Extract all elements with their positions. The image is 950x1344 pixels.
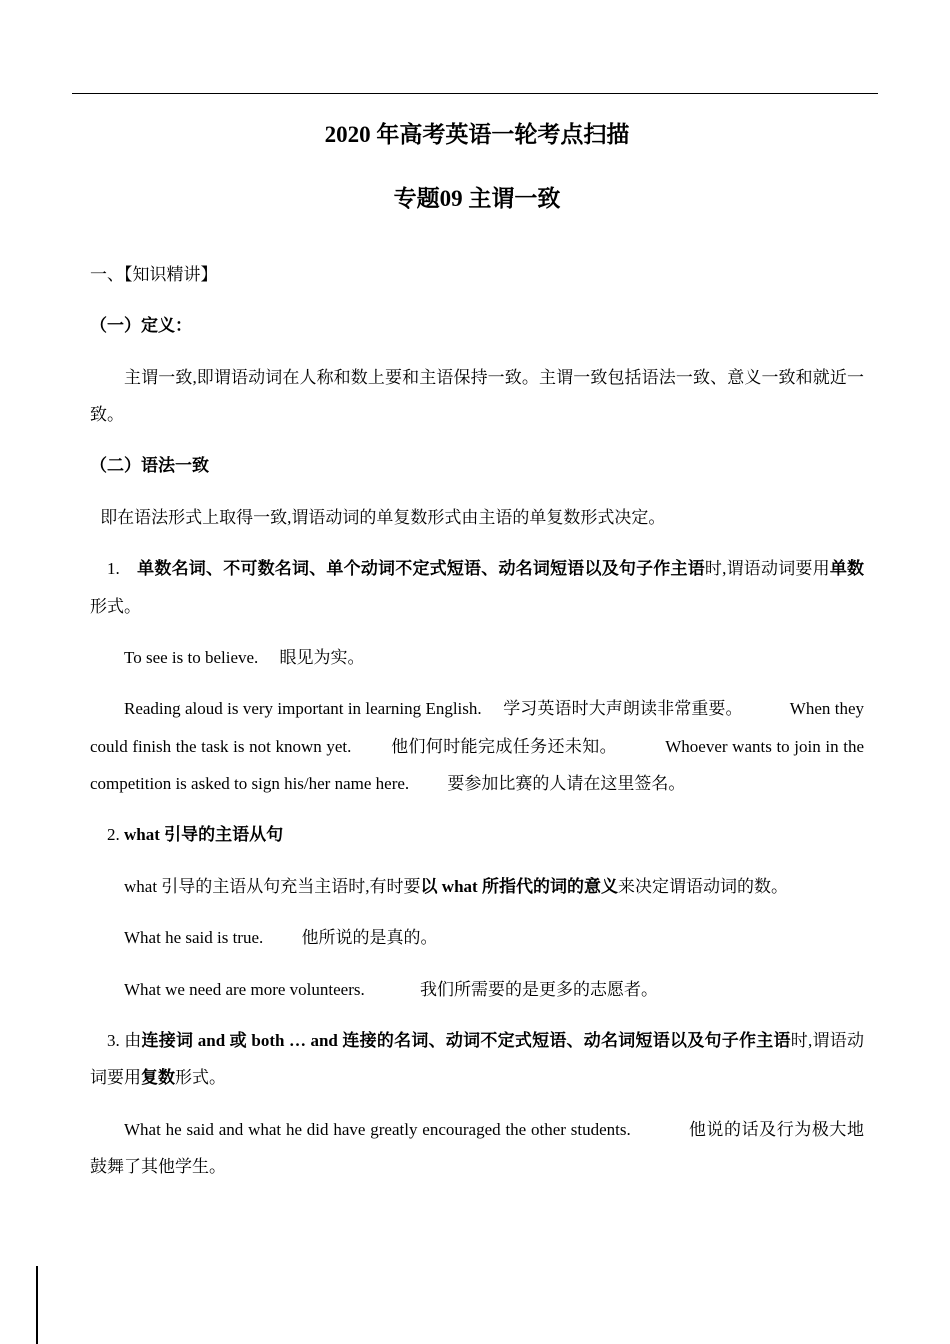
page-edge-artifact: [36, 1266, 38, 1344]
definition-paragraph: 主谓一致,即谓语动词在人称和数上要和主语保持一致。主谓一致包括语法一致、意义一致和就近一致。: [90, 367, 864, 424]
example-volunteers: What we need are more volunteers. 我们所需要的是更多的志愿者。: [124, 979, 658, 999]
grammar-intro: 即在语法形式上取得一致,谓语动词的单复数形式由主语的单复数形式决定。: [100, 507, 666, 527]
example-to-see: To see is to believe. 眼见为实。: [124, 647, 365, 667]
example-encouraged: What he said and what he did have greatly encouraged the other students. 他说的话及行为极大地鼓舞了其他学生。: [90, 1119, 864, 1177]
section-heading-knowledge: 一、【知识精讲】: [90, 264, 218, 284]
header-rule: [72, 93, 878, 94]
example-true: What he said is true. 他所说的是真的。: [124, 928, 438, 948]
text-run-bold: 单数名词、不可数名词、单个动词不定式短语、动名词短语以及句子作主语: [137, 559, 705, 579]
text-run: what 引导的主语从句充当主语时,有时要: [124, 876, 421, 896]
text-run-bold: what 引导的主语从句: [124, 825, 284, 845]
text-run: 2.: [107, 825, 124, 845]
text-run: 形式。: [90, 596, 141, 616]
rule2-body: [90, 868, 864, 905]
text-run: 3. 由: [107, 1031, 142, 1051]
examples-rule1-paragraph: Reading aloud is very important in learning English. 学习英语时大声朗读非常重要。 When they could finish the task is not known yet. 他们何时能完成任务还未知。 Whoever wants to join in the competition is asked to sign his/her name here. 要参加比赛的人请在这里签名。: [90, 699, 864, 794]
doc-title: 2020 年高考英语一轮考点扫描: [324, 122, 630, 147]
text-run: 形式。: [175, 1068, 226, 1088]
text-run: 来决定谓语动词的数。: [617, 876, 788, 896]
doc-subtitle: 专题09 主谓一致: [393, 185, 561, 211]
text-run-bold: 单数: [829, 559, 865, 579]
text-run-bold: 复数: [141, 1068, 175, 1088]
text-run: 时,谓语动词要用: [704, 559, 830, 579]
text-run-bold: 以 what 所指代的词的意义: [420, 876, 618, 896]
rule2-heading: [90, 816, 864, 853]
text-run: 1.: [107, 559, 138, 579]
definition-heading: （一）定义：: [90, 316, 192, 336]
text-run-bold: 连接词 and 或 both … and 连接的名词、动词不定式短语、动名词短语以及句子作主语: [141, 1031, 791, 1051]
rule3-paragraph: [90, 1022, 864, 1097]
text-run: 时,谓语动词要用: [90, 1031, 865, 1088]
rule1-paragraph: [90, 550, 864, 625]
grammar-heading: （二）语法一致: [90, 456, 209, 476]
